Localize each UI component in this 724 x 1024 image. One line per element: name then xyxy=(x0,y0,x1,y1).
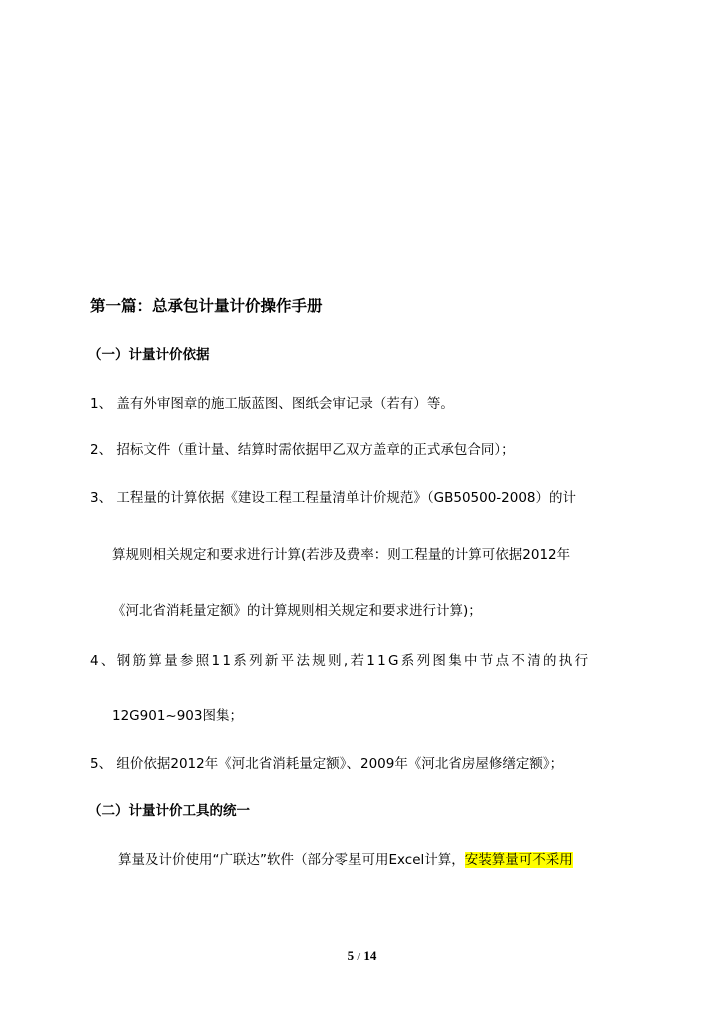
page-current: 5 xyxy=(347,948,355,963)
tools-paragraph xyxy=(118,851,573,869)
list-item-3-line-3: 《河北省消耗量定额》的计算规则相关规定和要求进行计算)； xyxy=(112,603,482,619)
page-separator: / xyxy=(357,952,361,963)
list-item-5: 5、 组价依据2012年《河北省消耗量定额》、2009年《河北省房屋修缮定额》； xyxy=(90,756,564,772)
list-item-3-line-1: 3、 工程量的计算依据《建设工程工程量清单计价规范》（GB50500-2008）的计 xyxy=(90,490,577,506)
page-total: 14 xyxy=(363,948,377,963)
list-item-4-line-2: 12G901~903图集； xyxy=(112,708,243,724)
list-item-2: 2、 招标文件（重计量、结算时需依据甲乙双方盖章的正式承包合同）； xyxy=(90,442,515,458)
tools-paragraph-text: 算量及计价使用“广联达”软件（部分零星可用Excel计算， xyxy=(118,852,465,868)
section-heading-basis: （一）计量计价依据 xyxy=(88,347,210,363)
list-item-1: 1、 盖有外审图章的施工版蓝图、图纸会审记录（若有）等。 xyxy=(90,396,454,412)
highlighted-text: 安装算量可不采用 xyxy=(464,852,573,868)
page-number xyxy=(0,948,724,964)
list-item-3-line-2: 算规则相关规定和要求进行计算(若涉及费率：则工程量的计算可依据2012年 xyxy=(112,547,571,563)
list-item-4-line-1: 4、钢筋算量参照11系列新平法规则,若11G系列图集中节点不清的执行 xyxy=(90,653,591,669)
document-title: 第一篇：总承包计量计价操作手册 xyxy=(90,297,323,315)
section-heading-tools: （二）计量计价工具的统一 xyxy=(88,803,250,819)
